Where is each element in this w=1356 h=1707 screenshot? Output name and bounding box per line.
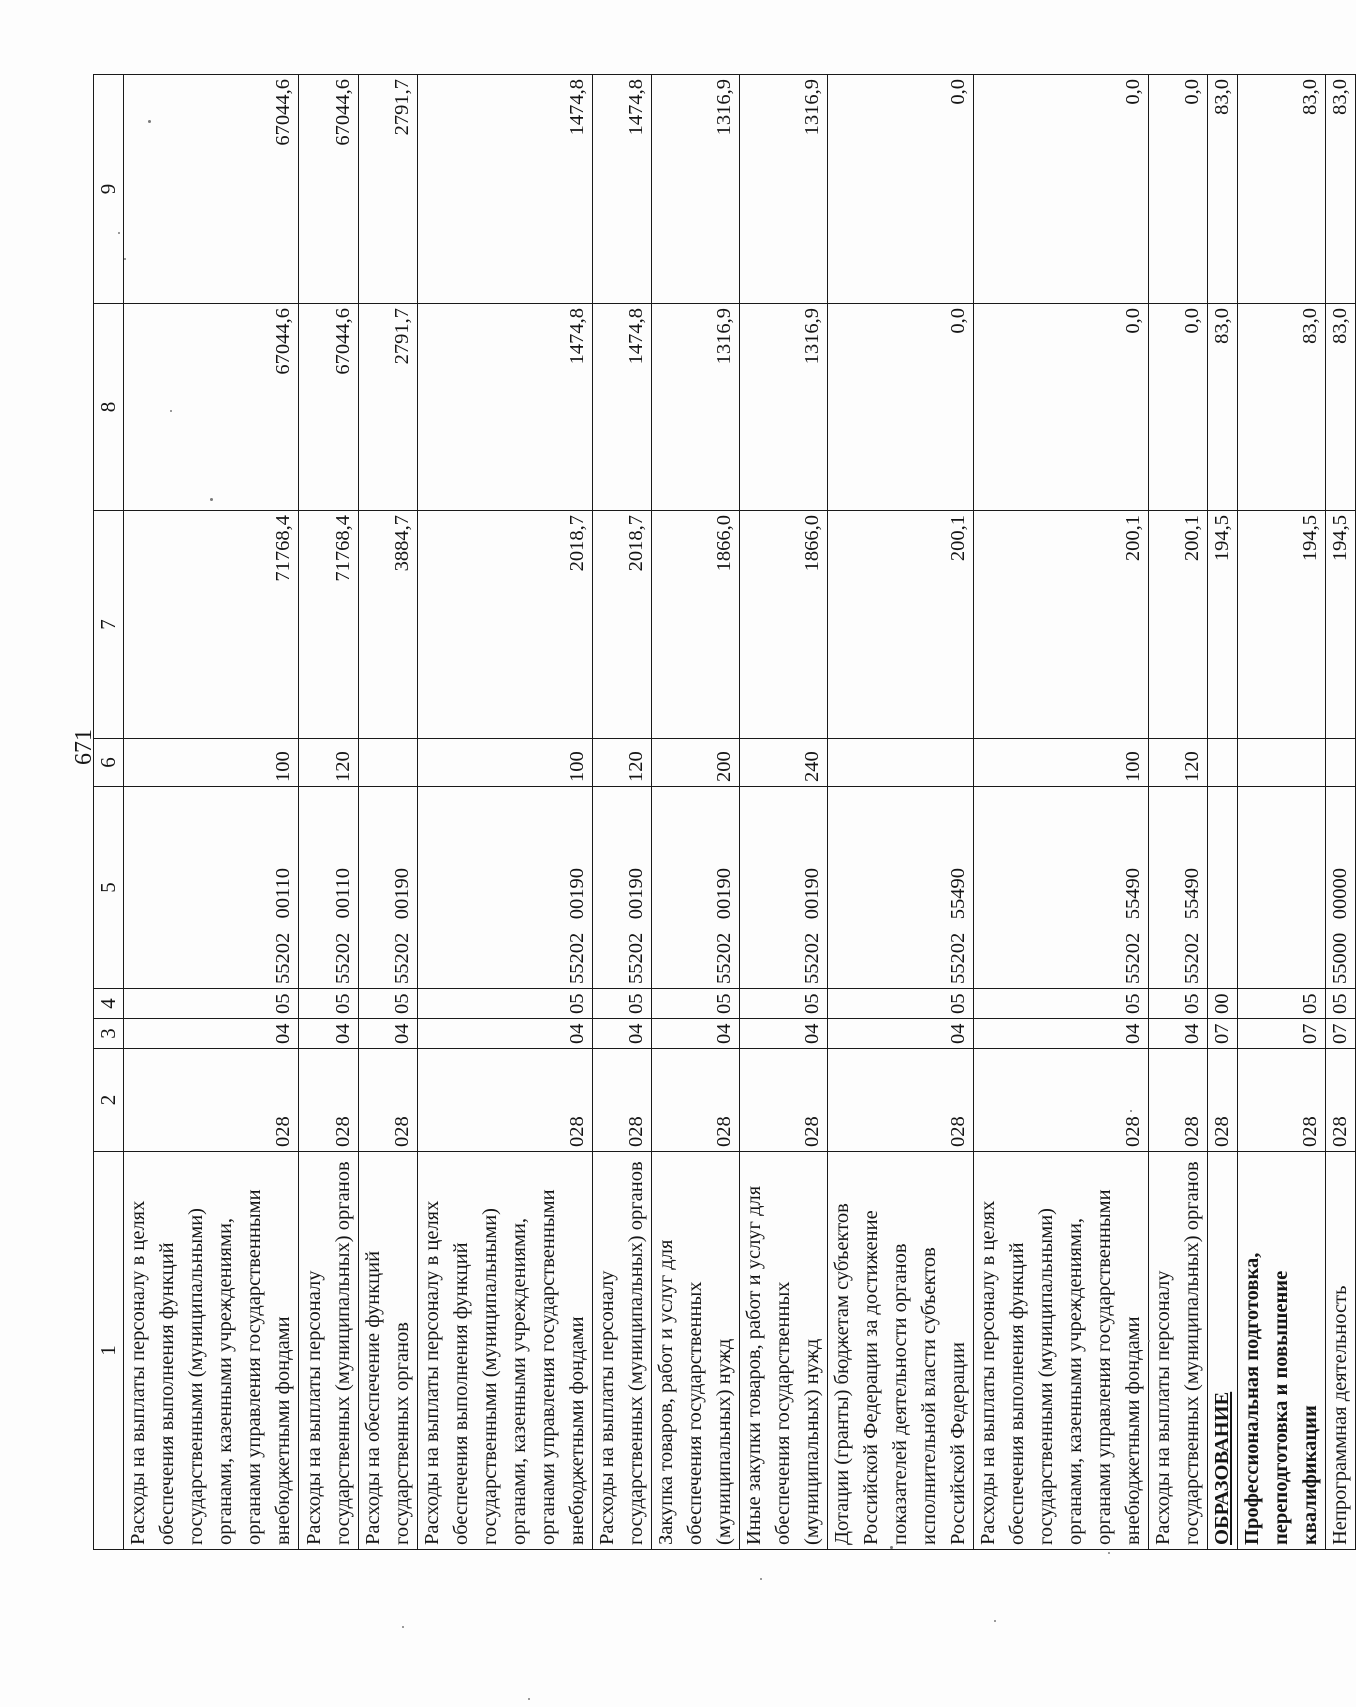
amount-col9-cell: 83,0 (1326, 75, 1356, 304)
expense-type-cell (1238, 739, 1326, 787)
ministry-code-cell: 028 (1238, 1049, 1326, 1152)
amount-col8-cell: 0,0 (1149, 304, 1208, 511)
amount-col7-cell: 1866,0 (740, 511, 828, 739)
article-code-cell (359, 787, 418, 989)
table-body (124, 75, 1356, 1550)
row-name-cell: Профессиональная подготовка, переподготовка и повышение квалификации (1238, 1152, 1326, 1550)
article-code-cell (1149, 787, 1208, 989)
amount-col9-cell: 83,0 (1208, 75, 1238, 304)
amount-col7-cell: 2018,7 (593, 511, 652, 739)
article-direction-code: 00110 (332, 868, 354, 919)
row-name-cell: Непрограммная деятельность (1326, 1152, 1356, 1550)
row-name-cell: Закупка товаров, работ и услуг для обеспечения государственных (муниципальных) нужд (652, 1152, 740, 1550)
article-direction-code: 55490 (1122, 868, 1144, 920)
section-code-cell: 04 (828, 1019, 974, 1049)
article-code-cell (1326, 787, 1356, 989)
table-row (1149, 75, 1208, 1550)
row-name-cell: Дотации (гранты) бюджетам субъектов Российской Федерации за достижение показателей деятельности органов исполнительной власти субъектов Российской Федерации (828, 1152, 974, 1550)
article-direction-code: 00190 (801, 868, 823, 920)
table-row (418, 75, 593, 1550)
article-program-code: 55202 (1181, 932, 1203, 984)
article-code-cell (652, 787, 740, 989)
expense-type-cell (1208, 739, 1238, 787)
article-direction-code: 00190 (566, 868, 588, 920)
table-row (1326, 75, 1356, 1550)
row-name-cell: Расходы на выплаты персоналу в целях обеспечения выполнения функций государственными (муниципальными) органами, казенными учреждениями, органами управления государственными внебюджетными фондами (124, 1152, 299, 1550)
article-direction-code: 00110 (272, 868, 294, 919)
subsection-code-cell: 05 (1149, 989, 1208, 1019)
amount-col8-cell: 2791,7 (359, 304, 418, 511)
amount-col8-cell: 67044,6 (299, 304, 359, 511)
amount-col9-cell: 67044,6 (299, 75, 359, 304)
amount-col7-cell: 71768,4 (299, 511, 359, 739)
ministry-code-cell: 028 (418, 1049, 593, 1152)
row-name-cell: Расходы на обеспечение функций государственных органов (359, 1152, 418, 1550)
amount-col9-cell: 83,0 (1238, 75, 1326, 304)
expense-type-cell (828, 739, 974, 787)
table-row (1208, 75, 1238, 1550)
table-row (828, 75, 974, 1550)
section-code-cell: 07 (1238, 1019, 1326, 1049)
amount-col9-cell: 1474,8 (593, 75, 652, 304)
amount-col8-cell: 83,0 (1326, 304, 1356, 511)
amount-col8-cell: 1316,9 (652, 304, 740, 511)
article-direction-code: 00190 (391, 868, 413, 920)
amount-col8-cell: 1474,8 (593, 304, 652, 511)
column-header: 4 (94, 989, 124, 1019)
budget-table (93, 74, 1356, 1550)
article-program-code: 55202 (566, 932, 588, 984)
amount-col8-cell: 1474,8 (418, 304, 593, 511)
amount-col8-cell: 83,0 (1238, 304, 1326, 511)
article-code-cell (740, 787, 828, 989)
amount-col8-cell: 1316,9 (740, 304, 828, 511)
row-name-cell: Расходы на выплаты персоналу государственных (муниципальных) органов (593, 1152, 652, 1550)
column-header: 7 (94, 511, 124, 739)
expense-type-cell: 100 (418, 739, 593, 787)
amount-col7-cell: 3884,7 (359, 511, 418, 739)
article-code-cell (1208, 787, 1238, 989)
section-code-cell: 04 (740, 1019, 828, 1049)
article-direction-code: 00190 (713, 868, 735, 920)
table-row (1238, 75, 1326, 1550)
article-code-cell (124, 787, 299, 989)
expense-type-cell: 120 (299, 739, 359, 787)
ministry-code-cell: 028 (1149, 1049, 1208, 1152)
subsection-code-cell: 05 (1326, 989, 1356, 1019)
row-name-cell: ОБРАЗОВАНИЕ (1208, 1152, 1238, 1550)
amount-col9-cell: 67044,6 (124, 75, 299, 304)
ministry-code-cell: 028 (1326, 1049, 1356, 1152)
amount-col8-cell: 83,0 (1208, 304, 1238, 511)
table-row (652, 75, 740, 1550)
page-number: 671 (71, 729, 97, 765)
subsection-code-cell: 05 (359, 989, 418, 1019)
amount-col8-cell: 67044,6 (124, 304, 299, 511)
subsection-code-cell: 05 (974, 989, 1149, 1019)
subsection-code-cell: 05 (593, 989, 652, 1019)
article-direction-code: 55490 (1181, 868, 1203, 920)
row-name-cell: Расходы на выплаты персоналу в целях обеспечения выполнения функций государственными (муниципальными) органами, казенными учреждениями, органами управления государственными внебюджетными фондами (974, 1152, 1149, 1550)
ministry-code-cell: 028 (828, 1049, 974, 1152)
article-code-cell (974, 787, 1149, 989)
row-name-cell: Расходы на выплаты персоналу в целях обеспечения выполнения функций государственными (муниципальными) органами, казенными учреждениями, органами управления государственными внебюджетными фондами (418, 1152, 593, 1550)
article-program-code: 55202 (625, 932, 647, 984)
section-code-cell: 07 (1208, 1019, 1238, 1049)
table-row (593, 75, 652, 1550)
article-code-cell (418, 787, 593, 989)
amount-col9-cell: 1316,9 (652, 75, 740, 304)
ministry-code-cell: 028 (740, 1049, 828, 1152)
expense-type-cell: 100 (974, 739, 1149, 787)
subsection-code-cell: 05 (740, 989, 828, 1019)
article-code-cell (299, 787, 359, 989)
article-direction-code: 55490 (947, 868, 969, 920)
column-header: 1 (94, 1152, 124, 1550)
expense-type-cell: 120 (593, 739, 652, 787)
amount-col7-cell: 2018,7 (418, 511, 593, 739)
subsection-code-cell: 05 (418, 989, 593, 1019)
column-header: 3 (94, 1019, 124, 1049)
row-name-cell: Расходы на выплаты персоналу государственных (муниципальных) органов (299, 1152, 359, 1550)
amount-col7-cell: 194,5 (1238, 511, 1326, 739)
amount-col9-cell: 1474,8 (418, 75, 593, 304)
section-code-cell: 04 (359, 1019, 418, 1049)
amount-col7-cell: 200,1 (828, 511, 974, 739)
amount-col7-cell: 1866,0 (652, 511, 740, 739)
amount-col7-cell: 200,1 (974, 511, 1149, 739)
section-code-cell: 04 (652, 1019, 740, 1049)
amount-col7-cell: 200,1 (1149, 511, 1208, 739)
column-number-row (94, 75, 124, 1550)
amount-col9-cell: 0,0 (828, 75, 974, 304)
amount-col8-cell: 0,0 (828, 304, 974, 511)
subsection-code-cell: 05 (1238, 989, 1326, 1019)
ministry-code-cell: 028 (359, 1049, 418, 1152)
section-code-cell: 04 (593, 1019, 652, 1049)
section-code-cell: 07 (1326, 1019, 1356, 1049)
section-code-cell: 04 (418, 1019, 593, 1049)
subsection-code-cell: 05 (299, 989, 359, 1019)
subsection-code-cell: 05 (652, 989, 740, 1019)
article-program-code: 55202 (332, 932, 354, 984)
amount-col7-cell: 71768,4 (124, 511, 299, 739)
section-code-cell: 04 (1149, 1019, 1208, 1049)
ministry-code-cell: 028 (1208, 1049, 1238, 1152)
article-program-code: 55202 (391, 932, 413, 984)
article-program-code: 55202 (713, 932, 735, 984)
section-code-cell: 04 (299, 1019, 359, 1049)
ministry-code-cell: 028 (299, 1049, 359, 1152)
column-header: 8 (94, 304, 124, 511)
column-header: 5 (94, 787, 124, 989)
table-row (974, 75, 1149, 1550)
amount-col9-cell: 0,0 (974, 75, 1149, 304)
subsection-code-cell: 05 (124, 989, 299, 1019)
article-direction-code: 00000 (1329, 868, 1351, 920)
amount-col9-cell: 2791,7 (359, 75, 418, 304)
column-header: 6 (94, 739, 124, 787)
amount-col9-cell: 0,0 (1149, 75, 1208, 304)
expense-type-cell (359, 739, 418, 787)
amount-col9-cell: 1316,9 (740, 75, 828, 304)
article-program-code: 55202 (947, 932, 969, 984)
amount-col8-cell: 0,0 (974, 304, 1149, 511)
expense-type-cell: 120 (1149, 739, 1208, 787)
ministry-code-cell: 028 (124, 1049, 299, 1152)
article-code-cell (593, 787, 652, 989)
table-row (359, 75, 418, 1550)
article-program-code: 55202 (1122, 932, 1144, 984)
amount-col7-cell: 194,5 (1326, 511, 1356, 739)
expense-type-cell: 200 (652, 739, 740, 787)
article-program-code: 55000 (1329, 932, 1351, 984)
section-code-cell: 04 (124, 1019, 299, 1049)
article-program-code: 55202 (801, 932, 823, 984)
expense-type-cell: 100 (124, 739, 299, 787)
column-header: 9 (94, 75, 124, 304)
table-row (740, 75, 828, 1550)
rotated-table-wrapper (93, 75, 1351, 1550)
expense-type-cell (1326, 739, 1356, 787)
row-name-cell: Расходы на выплаты персоналу государственных (муниципальных) органов (1149, 1152, 1208, 1550)
ministry-code-cell: 028 (593, 1049, 652, 1152)
section-code-cell: 04 (974, 1019, 1149, 1049)
row-name-cell: Иные закупки товаров, работ и услуг для обеспечения государственных (муниципальных) нужд (740, 1152, 828, 1550)
amount-col7-cell: 194,5 (1208, 511, 1238, 739)
ministry-code-cell: 028 (652, 1049, 740, 1152)
article-code-cell (1238, 787, 1326, 989)
ministry-code-cell: 028 (974, 1049, 1149, 1152)
article-direction-code: 00190 (625, 868, 647, 920)
article-program-code: 55202 (272, 932, 294, 984)
column-header: 2 (94, 1049, 124, 1152)
expense-type-cell: 240 (740, 739, 828, 787)
subsection-code-cell: 00 (1208, 989, 1238, 1019)
subsection-code-cell: 05 (828, 989, 974, 1019)
table-row (299, 75, 359, 1550)
article-code-cell (828, 787, 974, 989)
table-row (124, 75, 299, 1550)
